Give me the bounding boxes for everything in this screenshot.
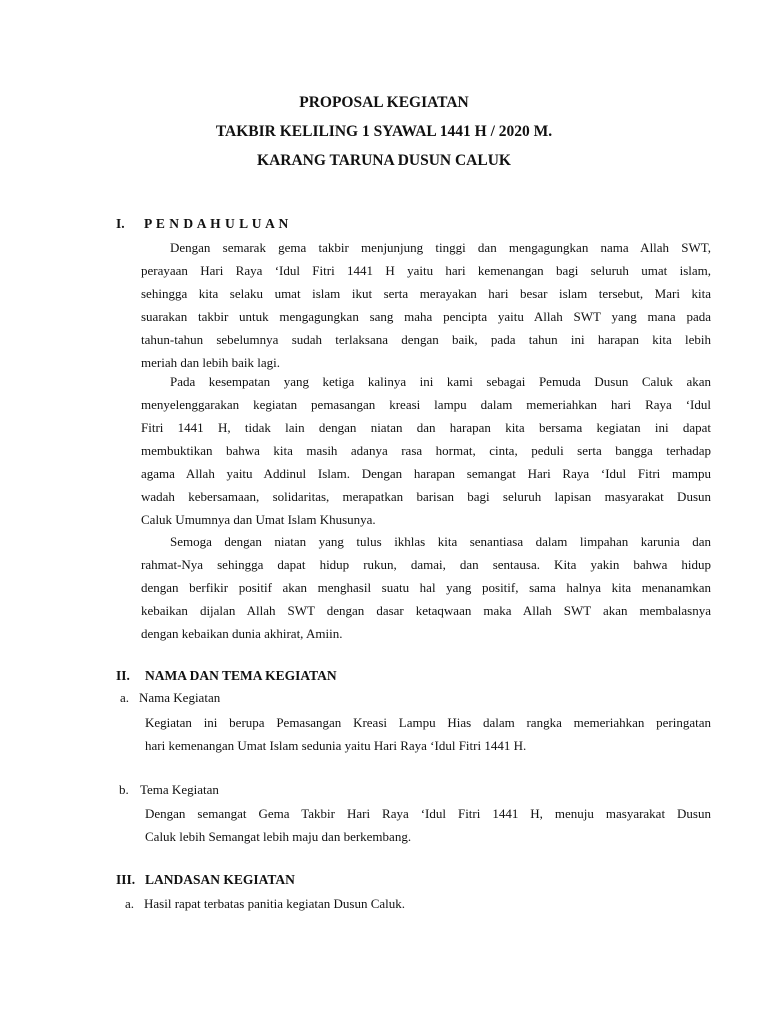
paragraph-tema-kegiatan [141,802,711,848]
text-line: agama Allah yaitu Addinul Islam. Dengan harapan semangat Hari Raya ‘Idul Fitri mampu [141,466,711,481]
list-letter: a. [125,896,135,911]
text-line: wadah kebersamaan, solidaritas, merapatkan barisan bagi seluruh lapisan masyarakat Dusun [141,489,711,504]
list-letter: b. [119,782,129,797]
text-line: tahun-tahun sebelumnya sudah terlaksana dengan baik, pada tahun ini harapan kita lebih [141,332,711,347]
text-line: Caluk lebih Semangat lebih maju dan berkembang. [145,829,412,844]
section-title: LANDASAN KEGIATAN [145,872,295,887]
text-line: Dengan semangat Gema Takbir Hari Raya ‘Idul Fitri 1441 H, menuju masyarakat Dusun [145,806,711,821]
text-line: Kegiatan ini berupa Pemasangan Kreasi Lampu Hias dalam rangka memeriahkan peringatan [145,715,711,730]
text-line: dengan kebaikan dunia akhirat, Amiin. [141,626,343,641]
text-line: suarakan takbir untuk mengagungkan sang maha pencipta yaitu Allah SWT yang mana pada [141,309,711,324]
document-subtitle: TAKBIR KELILING 1 SYAWAL 1441 H / 2020 M. [215,123,553,140]
text-line: Dengan semarak gema takbir menjunjung tinggi dan mengagungkan nama Allah SWT, [170,240,711,255]
text-line: membuktikan bahwa kita masih adanya rasa hormat, cinta, peduli serta bangga terhadap [141,443,711,458]
list-letter: a. [120,690,130,705]
paragraph-intro-3 [141,530,711,645]
text-line: dengan berfikir positif akan menghasil suatu hal yang positif, sama halnya kita menanamkan [141,580,711,595]
list-label: Tema Kegiatan [140,782,219,797]
text-line: sehingga kita selaku umat islam ikut serta merayakan hari besar islam tersebut, Mari kita [141,286,711,301]
text-line: Semoga dengan niatan yang tulus ikhlas kita senantiasa dalam limpahan karunia dan [170,534,711,549]
list-label: Nama Kegiatan [139,690,221,705]
section-title: P E N D A H U L U A N [144,216,289,231]
text-line: kebaikan dijalan Allah SWT dengan dasar ketaqwaan maka Allah SWT akan membalasnya [141,603,711,618]
paragraph-intro-1 [141,236,711,374]
text-line: meriah dan lebih baik lagi. [141,355,280,370]
paragraph-nama-kegiatan [141,711,711,757]
text-line: Fitri 1441 H, tidak lain dengan niatan dan harapan kita bersama kegiatan ini dapat [141,420,711,435]
text-line: hari kemenangan Umat Islam sedunia yaitu Hari Raya ‘Idul Fitri 1441 H. [145,738,527,753]
text-line: rahmat-Nya sehingga dapat hidup rukun, damai, dan sentausa. Kita yakin bahwa hidup [141,557,711,572]
section-number: III. [116,872,136,887]
document-organization: KARANG TARUNA DUSUN CALUK [257,152,511,169]
section-number: II. [116,668,130,683]
text-line: perayaan Hari Raya ‘Idul Fitri 1441 H yaitu hari kemenangan bagi seluruh umat islam, [141,263,711,278]
text-line: menyelenggarakan kegiatan pemasangan kreasi lampu dalam memeriahkan hari Raya ‘Idul [141,397,711,412]
list-label: Hasil rapat terbatas panitia kegiatan Dusun Caluk. [144,896,406,911]
text-line: Pada kesempatan yang ketiga kalinya ini kami sebagai Pemuda Dusun Caluk akan [170,374,711,389]
text-line: Caluk Umumnya dan Umat Islam Khusunya. [141,512,376,527]
section-number: I. [116,216,125,231]
section-title: NAMA DAN TEMA KEGIATAN [145,668,337,683]
document-title: PROPOSAL KEGIATAN [299,94,469,111]
paragraph-intro-2 [141,370,711,531]
